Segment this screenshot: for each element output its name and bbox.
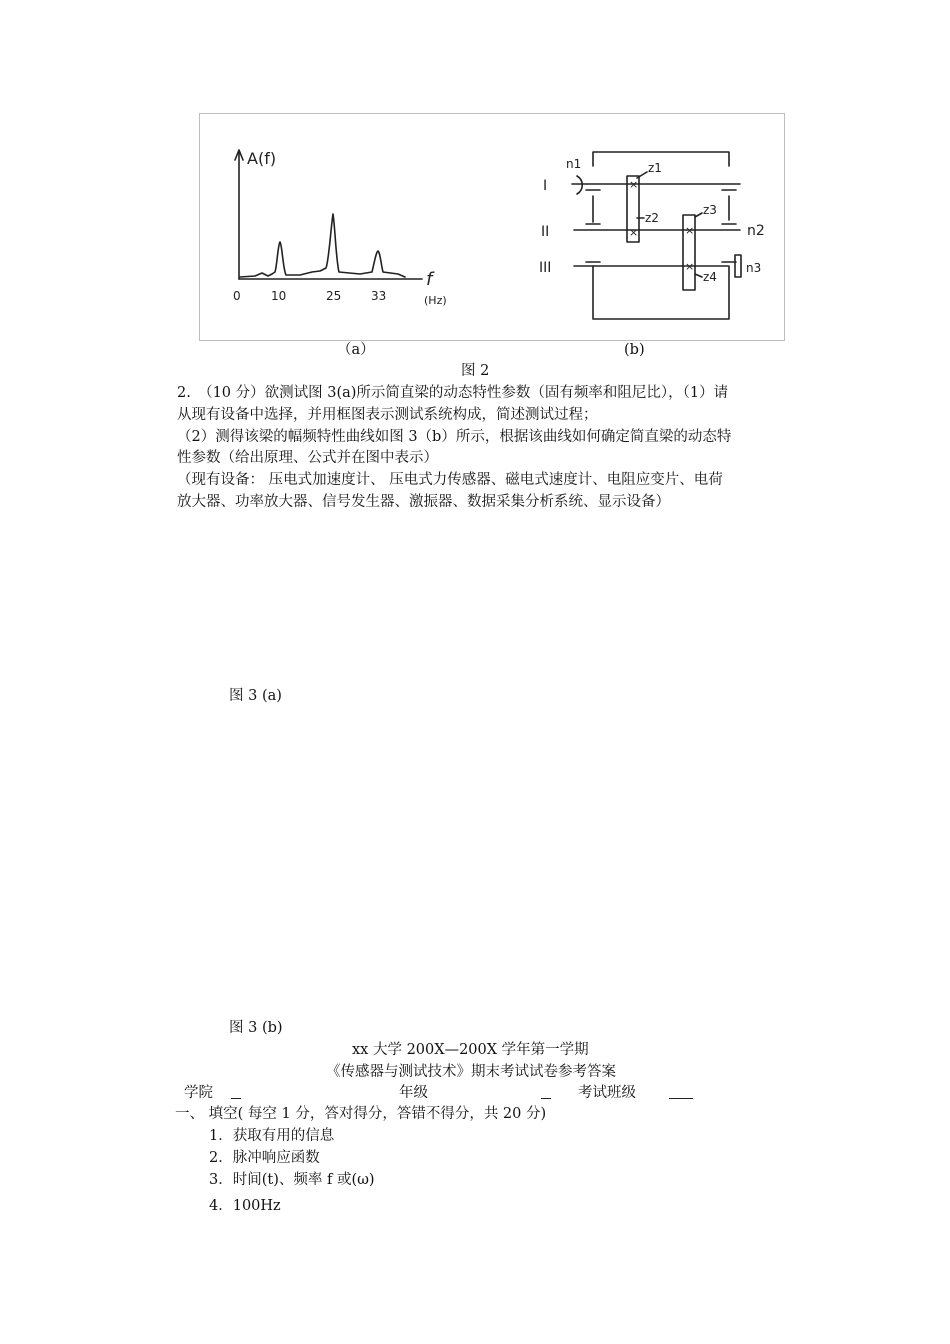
leader-line	[695, 274, 702, 277]
figure-2-drawing	[200, 114, 784, 340]
question2-line-4: 性参数（给出原理、公式并在图中表示）	[177, 450, 438, 466]
class-label: 考试班级	[578, 1085, 636, 1101]
caption-b: (b)	[624, 342, 645, 358]
gear-label-z1: z1	[648, 161, 662, 175]
speed-label-n3: n3	[746, 261, 762, 275]
grade-label: 年级	[399, 1085, 428, 1101]
caption-a: （a）	[337, 342, 375, 358]
tick-25: 25	[326, 289, 342, 303]
answer-header-title: 《传感器与测试技术》期末考试试卷参考答案	[326, 1064, 616, 1080]
answer-item-2: 2．脉冲响应函数	[209, 1150, 320, 1166]
gear-mesh-mark: ×	[685, 260, 695, 273]
shaft-label-II: II	[541, 224, 550, 240]
x-axis-label: f	[426, 269, 433, 290]
input-coupling	[577, 176, 582, 194]
gear-mesh-mark: ×	[629, 226, 639, 239]
figure-2-frame	[199, 113, 785, 341]
section1-heading: 一、 填空( 每空 1 分，答对得分，答错不得分，共 20 分)	[175, 1106, 547, 1122]
leader-line	[695, 213, 702, 217]
output-flange	[735, 255, 741, 277]
tick-10: 10	[271, 289, 287, 303]
tick-33: 33	[371, 289, 387, 303]
answer-item-4: 4．100Hz	[209, 1198, 281, 1214]
figure-3a-label: 图 3 (a)	[229, 688, 282, 704]
question2-line-2: 从现有设备中选择，并用框图表示测试系统构成，简述测试过程；	[177, 407, 598, 423]
tick-0: 0	[233, 289, 241, 303]
spectrum-curve	[240, 214, 405, 277]
y-axis-label: A(f)	[247, 149, 277, 168]
question2-line-3: （2）测得该梁的幅频特性曲线如图 3（b）所示，根据该曲线如何确定简直梁的动态特	[177, 429, 732, 445]
figure-2-title: 图 2	[461, 363, 490, 379]
grade-blank	[541, 1084, 551, 1099]
shaft-label-III: III	[539, 260, 552, 276]
question2-line-5: （现有设备： 压电式加速度计、 压电式力传感器、磁电式速度计、电阻应变片、电荷	[177, 472, 723, 488]
gear-label-z3: z3	[703, 203, 717, 217]
answer-header-university: xx 大学 200X—200X 学年第一学期	[352, 1042, 589, 1058]
question2-line-6: 放大器、功率放大器、信号发生器、激振器、数据采集分析系统、显示设备）	[177, 494, 670, 510]
figure-3b-label: 图 3 (b)	[229, 1020, 283, 1036]
shaft-label-I: I	[543, 178, 548, 194]
answer-item-1: 1．获取有用的信息	[209, 1128, 335, 1144]
gearbox-sketch	[539, 152, 765, 319]
class-blank	[669, 1084, 693, 1099]
answer-item-3: 3．时间(t)、频率 f 或(ω)	[209, 1172, 375, 1188]
speed-label-n2: n2	[747, 223, 765, 239]
x-axis-unit: (Hz)	[424, 294, 447, 307]
question2-line-1: 2. （10 分）欲测试图 3(a)所示简直梁的动态特性参数（固有频率和阻尼比），（1）请	[177, 385, 729, 401]
speed-label-n1: n1	[566, 157, 582, 171]
gear-mesh-mark: ×	[685, 224, 695, 237]
college-blank	[231, 1084, 241, 1099]
spectrum-sketch	[233, 149, 447, 307]
gear-mesh-mark: ×	[629, 178, 639, 191]
gear-label-z2: z2	[645, 211, 659, 225]
gear-label-z4: z4	[703, 270, 717, 284]
college-label: 学院	[184, 1085, 213, 1101]
leader-line	[637, 172, 647, 178]
